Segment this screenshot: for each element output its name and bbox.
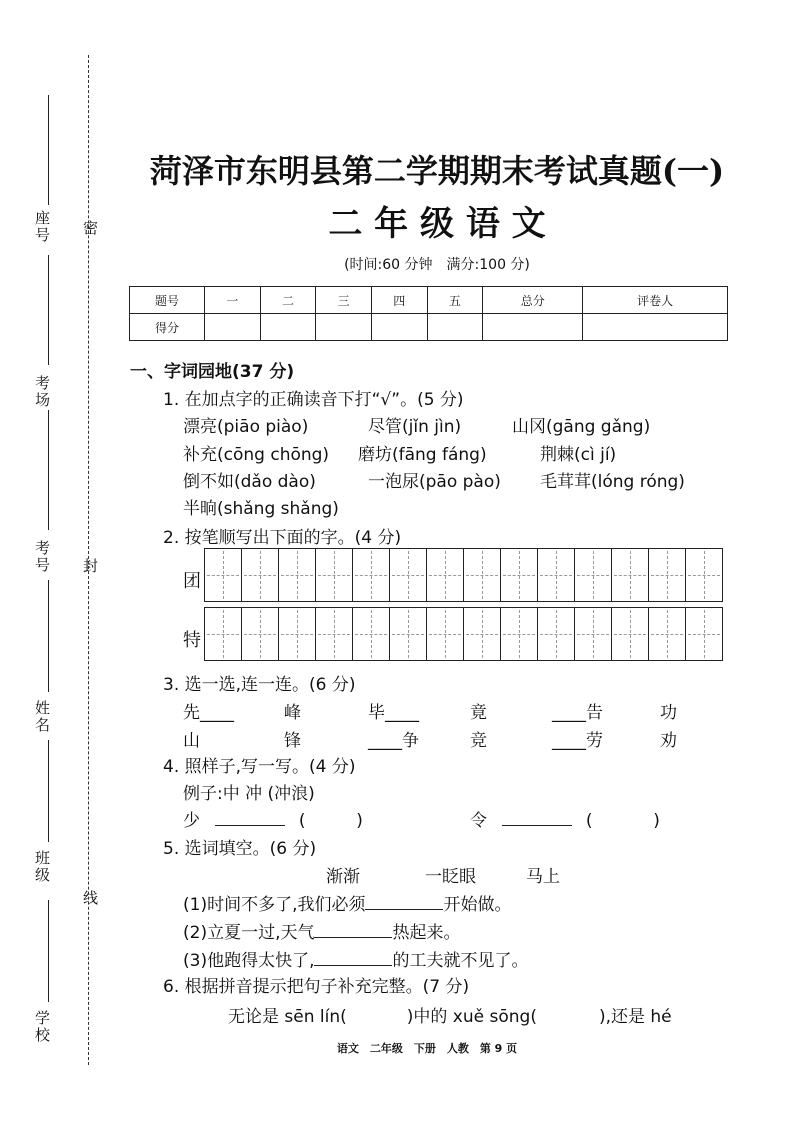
score-table-col: 三 [316,287,372,314]
q1-item[interactable]: 山冈(gāng gǎng) [512,417,651,437]
q5-sentence-text: (2)立夏一过,天气 [183,923,315,943]
score-table-col: 评卷人 [583,287,728,314]
field-name-label: 姓名 [33,700,51,734]
q5-answer-blank[interactable] [365,909,443,910]
q3-word[interactable]: ____劳 [552,731,603,751]
q4-paren-open: ( [298,811,306,831]
q5-sentence-2 [183,918,460,943]
q6-text: )中的 xuě sōng( [406,1007,537,1027]
q4-paren-close: ) [653,811,660,831]
exam-info: (时间:60 分钟 满分:100 分) [344,257,530,273]
q5-sentence-text: (3)他跑得太快了, [183,951,315,971]
q4-example: 例子:中 冲 (冲浪) [183,784,315,804]
q3-word[interactable]: 功 [660,703,677,723]
q5-sentence-text: 热起来。 [392,923,461,943]
score-cell[interactable] [205,314,261,341]
score-table-col: 总分 [483,287,583,314]
q5-word: 渐渐 [326,867,360,887]
field-school-line[interactable] [48,900,49,1002]
q2-title: 2. 按笔顺写出下面的字。(4 分) [163,528,402,548]
field-seat-label: 座号 [33,210,51,244]
q4-paren-open: ( [585,811,593,831]
score-table-col: 二 [260,287,316,314]
q1-item[interactable]: 半晌(shǎng shǎng) [183,499,339,519]
q5-sentence-text: 开始做。 [443,895,512,915]
q4-answer-blank[interactable] [502,825,572,826]
field-exam-number-label: 考号 [33,540,51,574]
section1-heading: 一、字词园地(37 分) [130,362,295,382]
score-cell[interactable] [316,314,372,341]
q3-word[interactable]: 毕____ [368,703,419,723]
q1-item[interactable]: 补充(cōng chōng) [183,445,330,465]
field-exam-number-line[interactable] [48,410,49,530]
score-table-score-row [130,314,728,341]
q4-item-2 [470,806,660,831]
q3-word[interactable]: 先____ [183,703,234,723]
q5-sentence-1 [183,890,511,915]
q1-item[interactable]: 毛茸茸(lóng róng) [540,472,685,492]
q2-char-2: 特 [183,630,201,651]
score-cell[interactable] [583,314,728,341]
field-class-line[interactable] [48,740,49,842]
q6-title: 6. 根据拼音提示把句子补充完整。(7 分) [163,977,470,997]
field-school-label: 学校 [33,1010,51,1044]
field-class-label: 班级 [33,850,51,884]
q5-word: 一眨眼 [425,867,476,887]
field-room-label: 考场 [33,375,51,409]
q4-char: 少 [183,811,200,831]
q2-writing-grid-1[interactable] [204,548,723,602]
q1-item[interactable]: 磨坊(fāng fáng) [358,445,487,465]
score-cell[interactable] [260,314,316,341]
q2-writing-grid-2[interactable] [204,607,723,661]
q1-item[interactable]: 倒不如(dǎo dào) [183,472,316,492]
q3-word[interactable]: ____告 [552,703,603,723]
exam-subtitle: 二 年 级 语 文 [328,204,546,244]
q3-word[interactable]: 峰 [284,703,301,723]
q6-text: 无论是 sēn lín( [228,1007,347,1027]
score-table-col: 一 [205,287,261,314]
q1-item[interactable]: 一泡尿(pāo pào) [368,472,501,492]
q1-item[interactable]: 漂亮(piāo piào) [183,417,309,437]
q3-word[interactable]: 竞 [470,731,487,751]
seal-char-2: 封 [81,558,99,575]
q4-answer-blank[interactable] [215,825,285,826]
q3-word[interactable]: ____争 [368,731,419,751]
q1-item[interactable]: 荆棘(cì jí) [540,445,617,465]
q4-paren-close: ) [356,811,363,831]
q6-text: ),还是 hé [598,1007,672,1027]
score-table-header-row [130,287,728,314]
score-cell[interactable] [483,314,583,341]
seal-char-1: 密 [81,220,99,237]
q5-sentence-text: (1)时间不多了,我们必须 [183,895,366,915]
score-table-col: 五 [427,287,483,314]
page-footer: 语文 二年级 下册 人教 第 9 页 [336,1042,518,1055]
q5-title: 5. 选词填空。(6 分) [163,839,317,859]
exam-title: 菏泽市东明县第二学期期末考试真题(一) [149,152,725,190]
q4-item-1 [183,806,363,831]
score-cell[interactable] [427,314,483,341]
q5-sentence-text: 的工夫就不见了。 [392,951,529,971]
q4-char: 令 [470,811,487,831]
q5-sentence-3 [183,946,528,971]
field-name-line[interactable] [48,580,49,692]
q3-word[interactable]: 劝 [660,731,677,751]
score-table-col: 四 [371,287,427,314]
q4-title: 4. 照样子,写一写。(4 分) [163,757,356,777]
score-cell[interactable] [371,314,427,341]
q3-word[interactable]: 竟 [470,703,487,723]
q5-answer-blank[interactable] [314,937,392,938]
seal-char-3: 线 [81,890,99,907]
q5-answer-blank[interactable] [314,965,392,966]
q5-word: 马上 [526,867,560,887]
q3-word[interactable]: 锋 [284,731,301,751]
q2-char-1: 团 [183,571,201,592]
score-table [129,286,728,341]
q3-title: 3. 选一选,连一连。(6 分) [163,675,356,695]
q6-sentence [228,1002,672,1027]
q1-title: 1. 在加点字的正确读音下打“√”。(5 分) [163,390,464,410]
score-table-label: 得分 [130,314,205,341]
q3-word[interactable]: 山 [183,731,200,751]
q1-item[interactable]: 尽管(jǐn jìn) [368,417,462,437]
score-table-label: 题号 [130,287,205,314]
